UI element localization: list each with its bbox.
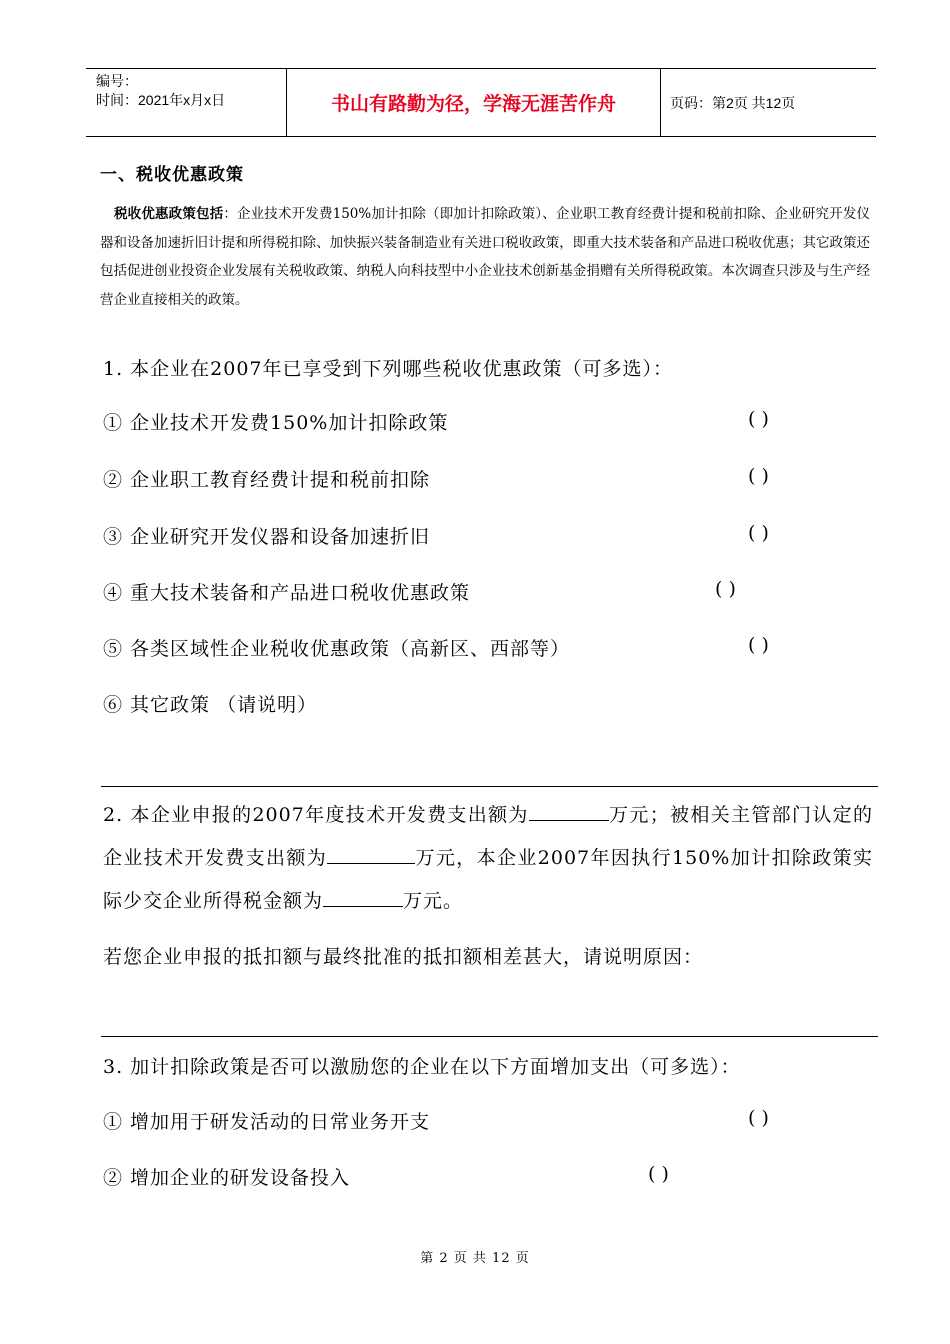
q2-approved-amount-blank[interactable] bbox=[327, 845, 415, 864]
q1-option-1-checkbox[interactable]: ( ) bbox=[748, 408, 769, 430]
q2-declared-amount-blank[interactable] bbox=[529, 802, 609, 821]
q2-answer-line[interactable] bbox=[101, 1036, 878, 1037]
header-number-label: 编号： bbox=[96, 73, 138, 89]
q1-option-5: ⑤ 各类区域性企业税收优惠政策（高新区、西部等） bbox=[103, 638, 571, 660]
intro-body: ：企业技术开发费150%加计扣除（即加计扣除政策）、企业职工教育经费计提和税前扣除、企业研究开发仪器和设备加速折旧计提和所得税扣除、加快振兴装备制造业有关进口税收政策，即重大技术装备和产品进口税收优惠；其它政策还包括促进创业投资企业发展有关税收政策、纳税人向科技型中小企业技术创新基金捐赠有关所得税政策。本次调查只涉及与生产经营企业直接相关的政策。 bbox=[100, 206, 871, 308]
header-page-info: 页码：第2页 共12页 bbox=[670, 94, 796, 111]
q1-option-3: ③ 企业研究开发仪器和设备加速折旧 bbox=[103, 526, 431, 548]
page-header bbox=[86, 68, 876, 137]
q1-option-4: ④ 重大技术装备和产品进口税收优惠政策 bbox=[103, 582, 471, 604]
q1-option-1: ① 企业技术开发费150%加计扣除政策 bbox=[103, 412, 449, 434]
q1-option-2: ② 企业职工教育经费计提和税前扣除 bbox=[103, 469, 431, 491]
question-3: 3. 加计扣除政策是否可以激励您的企业在以下方面增加支出（可多选）： bbox=[103, 1056, 741, 1078]
intro-lead: 税收优惠政策包括 bbox=[114, 206, 224, 222]
header-time-label: 时间：2021年x月x日 bbox=[96, 92, 226, 108]
header-meta bbox=[86, 69, 286, 136]
header-motto: 书山有路勤为径，学海无涯苦作舟 bbox=[286, 69, 661, 136]
q1-option-5-checkbox[interactable]: ( ) bbox=[748, 634, 769, 656]
question-2: 2. 本企业申报的2007年度技术开发费支出额为 万元；被相关主管部门认定的企业技术开发费支出额为 万元，本企业2007年因执行150%加计扣除政策实际少交企业所得税金额为 万元。 bbox=[103, 804, 873, 912]
q3-option-1-checkbox[interactable]: ( ) bbox=[748, 1107, 769, 1129]
q1-answer-line[interactable] bbox=[101, 786, 878, 787]
section-title: 一、税收优惠政策 bbox=[100, 165, 244, 185]
q1-option-4-checkbox[interactable]: ( ) bbox=[715, 578, 736, 600]
q3-option-1: ① 增加用于研发活动的日常业务开支 bbox=[103, 1111, 431, 1133]
q1-option-2-checkbox[interactable]: ( ) bbox=[748, 465, 769, 487]
page-footer: 第 2 页 共 12 页 bbox=[420, 1251, 530, 1266]
q1-option-6: ⑥ 其它政策 （请说明） bbox=[103, 694, 318, 716]
q2-followup: 若您企业申报的抵扣额与最终批准的抵扣额相差甚大，请说明原因： bbox=[103, 946, 704, 968]
section-intro bbox=[100, 200, 870, 314]
q1-option-3-checkbox[interactable]: ( ) bbox=[748, 522, 769, 544]
q2-tax-saved-blank[interactable] bbox=[323, 888, 403, 907]
question-1: 1. 本企业在2007年已享受到下列哪些税收优惠政策（可多选）： bbox=[103, 358, 674, 380]
q3-option-2-checkbox[interactable]: ( ) bbox=[648, 1163, 669, 1185]
q3-option-2: ② 增加企业的研发设备投入 bbox=[103, 1167, 351, 1189]
